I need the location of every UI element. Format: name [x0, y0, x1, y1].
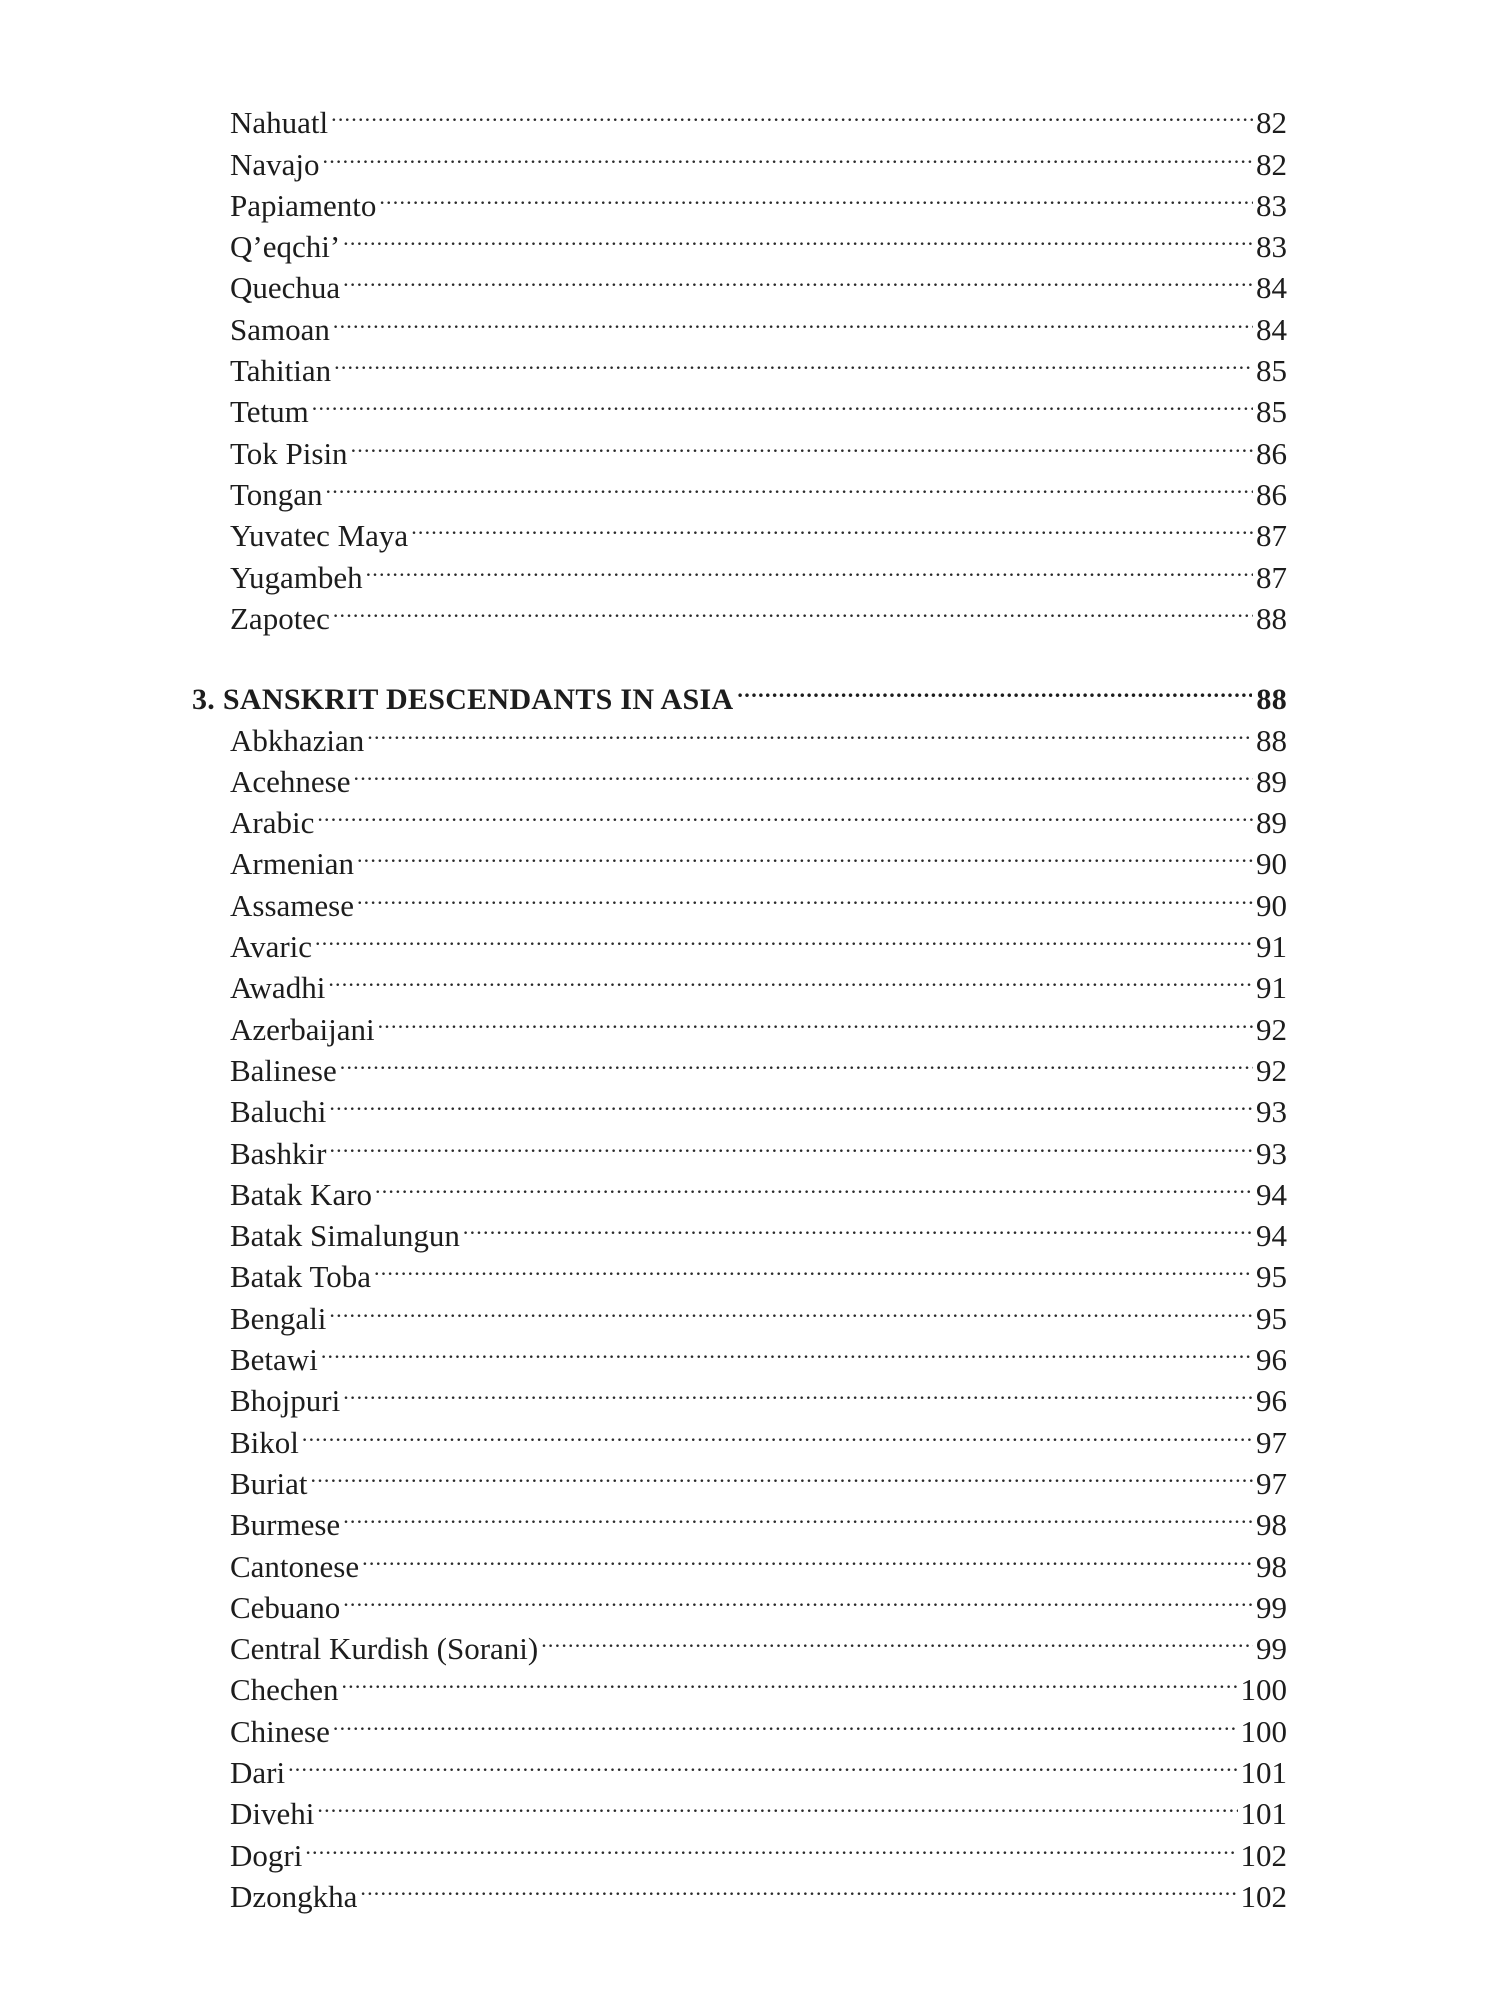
toc-entry-papiamento: [230, 175, 1287, 223]
toc-entry-batak-simalungun: [230, 1205, 1287, 1254]
entry-page: 87: [1256, 559, 1287, 595]
entry-page: 97: [1256, 1424, 1287, 1460]
toc-entry-zapotec: [230, 588, 1287, 636]
toc-entry-bengali: [230, 1287, 1287, 1336]
dot-leader: [374, 1246, 1253, 1287]
dot-leader: [317, 792, 1253, 833]
toc-entry-azerbaijani: [230, 998, 1287, 1047]
toc-entry-dogri: [230, 1824, 1287, 1873]
toc-entry-chechen: [230, 1659, 1287, 1708]
dot-leader: [315, 916, 1253, 957]
dot-leader: [333, 298, 1253, 339]
entry-page: 85: [1256, 353, 1287, 389]
dot-leader: [362, 1535, 1253, 1576]
entry-page: 102: [1240, 1878, 1287, 1914]
dot-leader: [737, 668, 1252, 709]
dot-leader: [312, 381, 1253, 422]
dot-leader: [328, 957, 1253, 998]
entry-label: Assamese: [230, 887, 354, 923]
toc-entry-bhojpuri: [230, 1370, 1287, 1419]
entry-page: 89: [1256, 805, 1287, 841]
entry-label: Dogri: [230, 1837, 303, 1873]
entry-page: 87: [1256, 518, 1287, 554]
entry-label: Chechen: [230, 1672, 339, 1708]
entry-page: 82: [1256, 146, 1287, 182]
toc-entry-tok-pisin: [230, 422, 1287, 471]
entry-page: 92: [1256, 1011, 1287, 1047]
entry-page: 99: [1256, 1589, 1287, 1625]
dot-leader: [357, 833, 1253, 874]
toc-entry-yuvatec-maya: [230, 505, 1287, 554]
dot-leader: [379, 175, 1253, 216]
entry-page: 95: [1256, 1300, 1287, 1336]
entry-page: 90: [1256, 846, 1287, 882]
entry-label: Bhojpuri: [230, 1383, 341, 1419]
dot-leader: [333, 588, 1253, 629]
entry-label: Azerbaijani: [230, 1011, 375, 1047]
toc-entry-tahitian: [230, 340, 1287, 389]
entry-label: Navajo: [230, 146, 320, 182]
entry-page: 85: [1256, 394, 1287, 430]
dot-leader: [343, 1494, 1253, 1535]
entry-label: Baluchi: [230, 1094, 327, 1130]
toc-entry-arabic: [230, 792, 1287, 841]
dot-leader: [288, 1742, 1237, 1783]
dot-leader: [411, 505, 1253, 546]
entry-label: Bengali: [230, 1300, 327, 1336]
toc-entry-batak-karo: [230, 1164, 1287, 1212]
entry-page: 99: [1256, 1631, 1287, 1667]
entry-page: 98: [1256, 1548, 1287, 1584]
entry-label: Papiamento: [230, 187, 377, 223]
entry-page: 86: [1256, 476, 1287, 512]
toc-entry-yugambeh: [230, 546, 1287, 595]
section-entry-list: [230, 709, 1287, 1914]
section-heading: [192, 668, 1287, 717]
dot-leader: [378, 998, 1253, 1039]
entry-label: Tok Pisin: [230, 435, 348, 471]
dot-leader: [329, 1287, 1253, 1328]
toc-entry-cebuano: [230, 1577, 1287, 1625]
toc-entry-tetum: [230, 381, 1287, 430]
entry-label: Cantonese: [230, 1548, 360, 1584]
dot-leader: [354, 751, 1254, 792]
entry-label: Tetum: [230, 394, 309, 430]
dot-leader: [334, 340, 1253, 381]
dot-leader: [326, 464, 1253, 505]
entry-page: 88: [1256, 722, 1287, 758]
entry-page: 94: [1256, 1218, 1287, 1254]
entry-label: Nahuatl: [230, 105, 329, 141]
entry-label: Abkhazian: [230, 722, 365, 758]
entry-label: Q’eqchi’: [230, 229, 341, 265]
dot-leader: [340, 1040, 1253, 1081]
entry-page: 91: [1256, 970, 1287, 1006]
entry-page: 94: [1256, 1176, 1287, 1212]
entry-page: 83: [1256, 187, 1287, 223]
toc-entry-batak-toba: [230, 1246, 1287, 1295]
toc-entry-tongan: [230, 464, 1287, 512]
dot-leader: [305, 1824, 1237, 1865]
toc-entry-armenian: [230, 833, 1287, 882]
toc-entry-dari: [230, 1742, 1287, 1791]
entry-label: Yuvatec Maya: [230, 518, 409, 554]
entry-page: 88: [1256, 600, 1287, 636]
entry-page: 86: [1256, 435, 1287, 471]
toc-entry-chinese: [230, 1700, 1287, 1749]
toc-entry-samoan: [230, 298, 1287, 347]
entry-label: Chinese: [230, 1713, 330, 1749]
dot-leader: [321, 1329, 1253, 1370]
toc-entry-burmese: [230, 1494, 1287, 1543]
entry-label: Burmese: [230, 1507, 341, 1543]
dot-leader: [367, 709, 1253, 750]
entry-page: 101: [1240, 1755, 1287, 1791]
toc-entry-qeqchi: [230, 216, 1287, 265]
entry-label: Cebuano: [230, 1589, 341, 1625]
entry-page: 100: [1240, 1713, 1287, 1749]
entry-page: 101: [1240, 1796, 1287, 1832]
entry-page: 89: [1256, 763, 1287, 799]
toc-entry-navajo: [230, 133, 1287, 182]
entry-page: 102: [1240, 1837, 1287, 1873]
entry-page: 98: [1256, 1507, 1287, 1543]
toc-entry-central-kurdish: [230, 1618, 1287, 1667]
entry-label: Batak Simalungun: [230, 1218, 460, 1254]
dot-leader: [351, 422, 1253, 463]
entry-label: Samoan: [230, 311, 330, 347]
entry-page: 95: [1256, 1259, 1287, 1295]
toc-entry-buriat: [230, 1453, 1287, 1501]
entry-label: Divehi: [230, 1796, 315, 1832]
entry-label: Balinese: [230, 1052, 337, 1088]
dot-leader: [329, 1122, 1253, 1163]
entry-label: Batak Karo: [230, 1176, 373, 1212]
dot-leader: [360, 1866, 1237, 1907]
entry-label: Bikol: [230, 1424, 299, 1460]
dot-leader: [375, 1164, 1253, 1205]
entry-page: 84: [1256, 270, 1287, 306]
toc-section-3: [192, 668, 1287, 1914]
dot-leader: [366, 546, 1253, 587]
toc-entry-bashkir: [230, 1122, 1287, 1171]
dot-leader: [343, 1370, 1253, 1411]
dot-leader: [541, 1618, 1253, 1659]
entry-label: Awadhi: [230, 970, 326, 1006]
toc-entry-quechua: [230, 257, 1287, 306]
entry-label: Acehnese: [230, 763, 351, 799]
dot-leader: [333, 1700, 1238, 1741]
dot-leader: [341, 1659, 1237, 1700]
dot-leader: [317, 1783, 1237, 1824]
entry-page: 83: [1256, 229, 1287, 265]
entry-label: Central Kurdish (Sorani): [230, 1631, 539, 1667]
entry-label: Arabic: [230, 805, 315, 841]
entry-page: 91: [1256, 929, 1287, 965]
entry-page: 100: [1240, 1672, 1287, 1708]
entry-page: 97: [1256, 1465, 1287, 1501]
entry-label: Quechua: [230, 270, 341, 306]
dot-leader: [343, 257, 1253, 298]
entry-label: Tahitian: [230, 353, 332, 389]
entry-page: 92: [1256, 1052, 1287, 1088]
dot-leader: [311, 1453, 1254, 1494]
toc-entry-cantonese: [230, 1535, 1287, 1584]
entry-label: Betawi: [230, 1342, 318, 1378]
entry-label: Avaric: [230, 929, 313, 965]
entry-label: Dzongkha: [230, 1878, 358, 1914]
entry-label: Yugambeh: [230, 559, 363, 595]
entry-label: Bashkir: [230, 1135, 327, 1171]
entry-page: 90: [1256, 887, 1287, 923]
toc-entry-nahuatl: [230, 92, 1287, 141]
toc-entry-awadhi: [230, 957, 1287, 1006]
toc-entry-baluchi: [230, 1081, 1287, 1130]
dot-leader: [302, 1411, 1253, 1452]
dot-leader: [343, 216, 1253, 257]
dot-leader: [463, 1205, 1253, 1246]
dot-leader: [331, 92, 1253, 133]
section-title: 3. SANSKRIT DESCENDANTS IN ASIA: [192, 683, 734, 717]
section-page: 88: [1256, 683, 1287, 717]
toc-entry-acehnese: [230, 751, 1287, 799]
toc-entry-divehi: [230, 1783, 1287, 1832]
toc-entry-balinese: [230, 1040, 1287, 1088]
entry-label: Tongan: [230, 476, 323, 512]
dot-leader: [343, 1577, 1253, 1618]
toc-entry-bikol: [230, 1411, 1287, 1460]
entry-page: 96: [1256, 1383, 1287, 1419]
toc-entry-abkhazian: [230, 709, 1287, 758]
entry-label: Armenian: [230, 846, 354, 882]
entry-label: Batak Toba: [230, 1259, 372, 1295]
entry-label: Buriat: [230, 1465, 308, 1501]
entry-page: 96: [1256, 1342, 1287, 1378]
dot-leader: [329, 1081, 1253, 1122]
toc-entry-assamese: [230, 874, 1287, 923]
entry-page: 84: [1256, 311, 1287, 347]
entry-page: 93: [1256, 1094, 1287, 1130]
toc-continued-list: [230, 92, 1287, 636]
dot-leader: [323, 133, 1253, 174]
dot-leader: [357, 874, 1253, 915]
toc-entry-avaric: [230, 916, 1287, 965]
entry-label: Dari: [230, 1755, 286, 1791]
toc-entry-dzongkha: [230, 1866, 1287, 1914]
entry-page: 82: [1256, 105, 1287, 141]
toc-entry-betawi: [230, 1329, 1287, 1378]
entry-label: Zapotec: [230, 600, 330, 636]
entry-page: 93: [1256, 1135, 1287, 1171]
